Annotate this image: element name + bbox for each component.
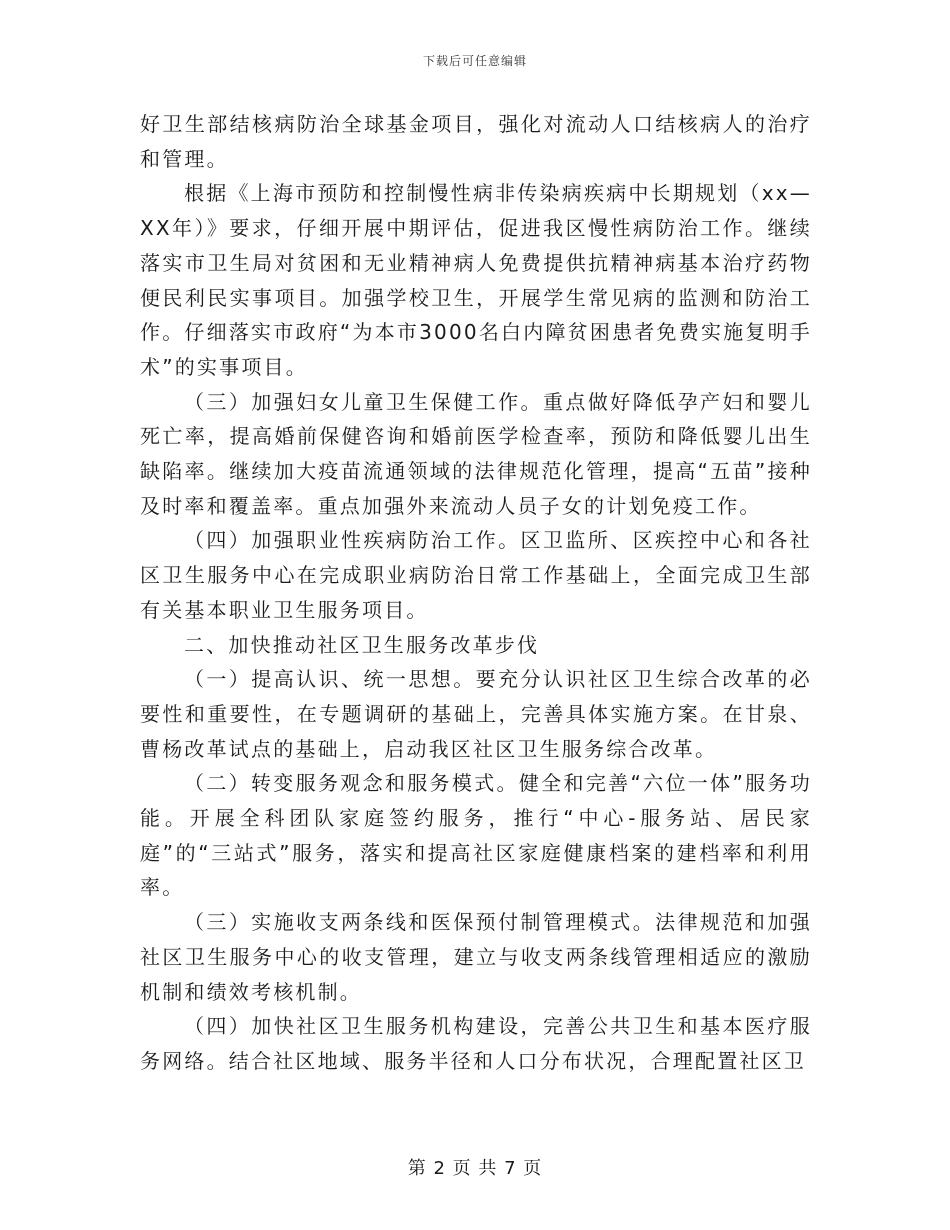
footer-middle: 页 共 <box>452 1158 498 1179</box>
paragraph-3: （三）加强妇女儿童卫生保健工作。重点做好降低孕产妇和婴儿死亡率，提高婚前保健咨询和婚前医学检查率，预防和降低婴儿出生缺陷率。继续加大疫苗流通领域的法律规范化管理，提高“五苗”接种及时率和覆盖率。重点加强外来流动人员子女的计划免疫工作。 <box>140 389 812 518</box>
page-header: 下载后可任意编辑 <box>422 54 527 68</box>
paragraph-9: （四）加快社区卫生服务机构建设，完善公共卫生和基本医疗服务网络。结合社区地域、服务半径和人口分布状况，合理配置社区卫 <box>140 1014 812 1073</box>
footer-page-number: 2 <box>433 1158 446 1179</box>
paragraph-6: （一）提高认识、统一思想。要充分认识社区卫生综合改革的必要性和重要性，在专题调研的基础上，完善具体实施方案。在甘泉、曹杨改革试点的基础上，启动我区社区卫生服务综合改革。 <box>140 667 812 761</box>
footer-prefix: 第 <box>407 1158 427 1179</box>
paragraph-8: （三）实施收支两条线和医保预付制管理模式。法律规范和加强社区卫生服务中心的收支管理，建立与收支两条线管理相适应的激励机制和绩效考核机制。 <box>140 910 812 1004</box>
section-heading: 二、加快推动社区卫生服务改革步伐 <box>184 632 540 657</box>
paragraph-1: 好卫生部结核病防治全球基金项目，强化对流动人口结核病人的治疗和管理。 <box>140 112 812 171</box>
paragraph-4: （四）加强职业性疾病防治工作。区卫监所、区疾控中心和各社区卫生服务中心在完成职业病防治日常工作基础上，全面完成卫生部有关基本职业卫生服务项目。 <box>140 528 812 622</box>
paragraph-7: （二）转变服务观念和服务模式。健全和完善“六位一体”服务功能。开展全科团队家庭签约服务，推行“中心-服务站、居民家庭”的“三站式”服务，落实和提高社区家庭健康档案的建档率和利用率。 <box>140 771 812 900</box>
page-footer <box>0 1154 950 1180</box>
document-body <box>140 107 812 1079</box>
footer-total-pages: 7 <box>504 1158 517 1179</box>
footer-suffix: 页 <box>523 1158 543 1179</box>
paragraph-2: 根据《上海市预防和控制慢性病非传染病疾病中长期规划（xx—XX年）》要求，仔细开展中期评估，促进我区慢性病防治工作。继续落实市卫生局对贫困和无业精神病人免费提供抗精神病基本治疗药物便民利民实事项目。加强学校卫生，开展学生常见病的监测和防治工作。仔细落实市政府“为本市3000名白内障贫困患者免费实施复明手术”的实事项目。 <box>140 181 812 379</box>
